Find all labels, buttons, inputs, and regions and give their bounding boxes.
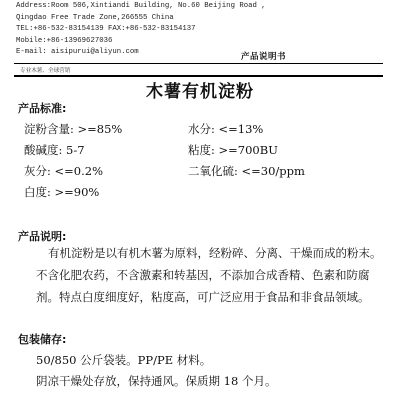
spec-whiteness: 白度: >=90% — [24, 185, 100, 199]
spec-ash: 灰分: <=0.2% — [24, 164, 104, 178]
spec-moisture: 水分: <=13% — [188, 122, 264, 136]
spec-viscosity: 粘度: >=700BU — [188, 143, 278, 157]
packaging-line-2: 阴凉干燥处存放，保持通风。保质期 18 个月。 — [36, 374, 277, 388]
description-line-3: 剂。特点白度细度好，粘度高，可广泛应用于食品和非食品领域。 — [36, 290, 370, 304]
mobile-line: Mobile:+86-13969627036 — [16, 36, 113, 45]
standards-heading: 产品标准: — [18, 102, 67, 115]
email-line: E-mail: aisipurui@aliyun.com — [16, 48, 139, 57]
packaging-heading: 包装储存: — [18, 333, 67, 346]
company-slogan: 专业木薯、全球营销 — [20, 68, 71, 74]
tel-fax-line: TEL:+86-532-83154139 FAX:+86-532-83154137 — [16, 25, 196, 34]
header-divider-thin — [14, 63, 383, 64]
product-title: 木薯有机淀粉 — [146, 82, 254, 102]
description-line-1: 有机淀粉是以有机木薯为原料，经粉碎、分离、干燥而成的粉末。 — [48, 246, 382, 260]
description-line-2: 不含化肥农药，不含激素和转基因，不添加合成香精、色素和防腐 — [36, 268, 370, 282]
spec-ph: 酸碱度: 5-7 — [24, 143, 85, 157]
packaging-line-1: 50/850 公斤袋装。PP/PE 材料。 — [36, 353, 212, 367]
company-address-line-2: Qingdao Free Trade Zone,266555 China — [16, 13, 174, 22]
spec-starch-content: 淀粉含量: >=85% — [24, 122, 123, 136]
spec-sulfur-dioxide: 二氧化硫: <=30/ppm — [188, 164, 305, 178]
company-address-line-1: Address:Room 506,Xintiandi Building, No.60 Beijing Road , — [16, 2, 266, 10]
description-heading: 产品说明: — [18, 230, 67, 243]
document-type-label: 产品说明书 — [241, 52, 287, 62]
